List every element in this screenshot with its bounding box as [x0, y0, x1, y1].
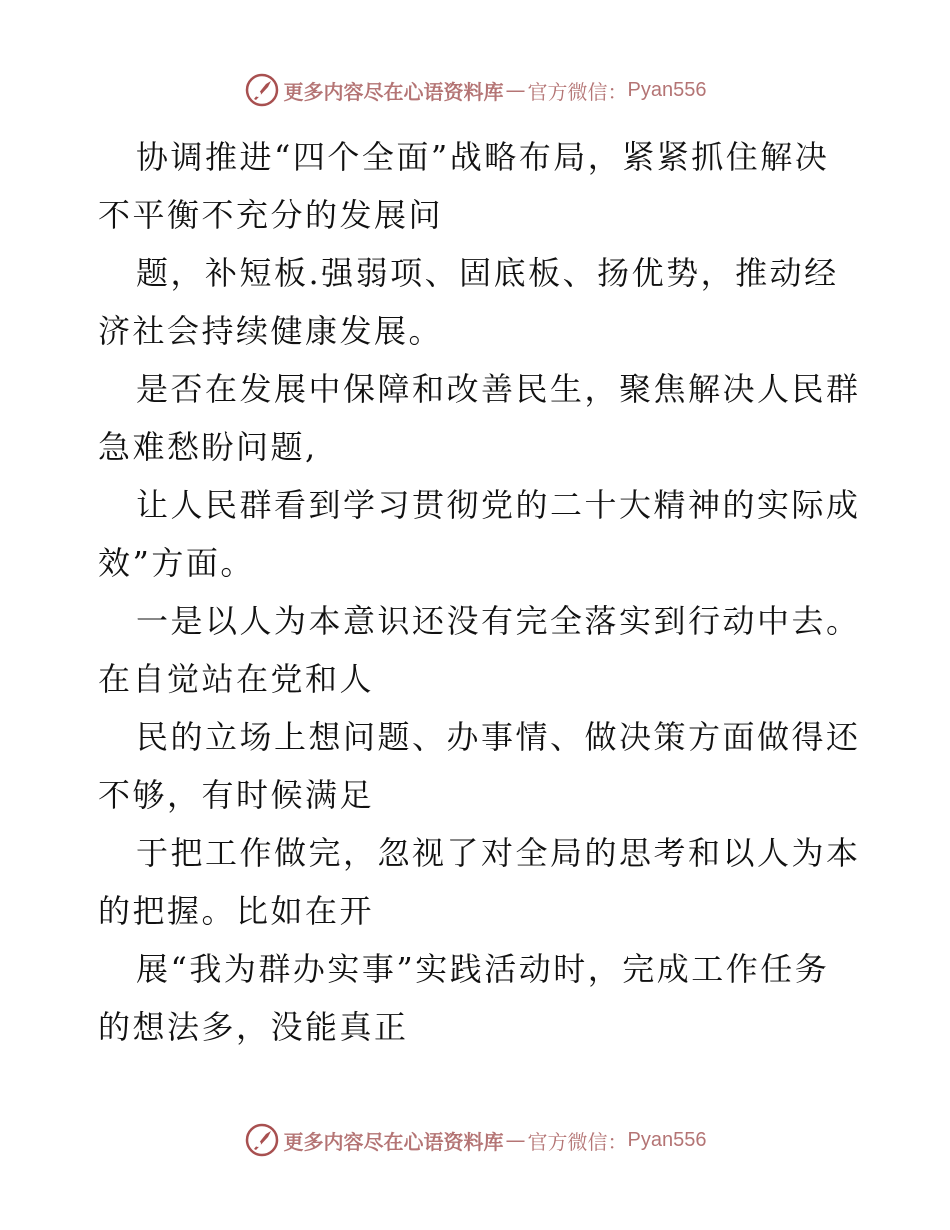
watermark-dash: — [505, 1128, 526, 1152]
paragraph-second-line: 的把握。比如在开 [98, 892, 375, 930]
watermark-main-text: 更多内容尽在心语资料库 [283, 79, 504, 104]
paragraph [98, 244, 858, 360]
paragraph-first-line: 题，补短板.强弱项、固底板、扬优势，推动经 [136, 254, 839, 292]
watermark-main-text: 更多内容尽在心语资料库 [283, 1129, 504, 1154]
watermark-wechat-id: Pyan556 [627, 1128, 707, 1151]
paragraph [98, 360, 861, 476]
footer-watermark [0, 1120, 950, 1160]
paragraph-second-line: 济社会持续健康发展。 [98, 312, 444, 350]
document-body [98, 128, 861, 1056]
paragraph-first-line: 一是以人为本意识还没有完全落实到行动中去。 [136, 602, 861, 640]
paragraph-second-line: 的想法多，没能真正 [98, 1008, 409, 1046]
paragraph-second-line: 不平衡不充分的发展问 [98, 196, 444, 234]
paragraph [98, 592, 861, 708]
watermark-wechat-label: 官方微信： [527, 1129, 628, 1154]
paragraph-first-line: 于把工作做完，忽视了对全局的思考和以人为本 [136, 834, 861, 872]
pen-nib-circle-icon [244, 1122, 280, 1158]
watermark-dash: — [505, 78, 526, 102]
pen-nib-circle-icon [244, 72, 280, 108]
header-watermark [0, 70, 950, 110]
paragraph-first-line: 让人民群看到学习贯彻党的二十大精神的实际成 [136, 486, 861, 524]
paragraph-second-line: 急难愁盼问题, [98, 428, 318, 466]
paragraph-first-line: 是否在发展中保障和改善民生，聚焦解决人民群 [136, 370, 861, 408]
watermark-wechat-id: Pyan556 [627, 78, 707, 101]
paragraph [98, 940, 858, 1056]
paragraph-first-line: 民的立场上想问题、办事情、做决策方面做得还 [136, 718, 861, 756]
paragraph-first-line: 协调推进“四个全面”战略布局，紧紧抓住解决 [136, 138, 830, 176]
paragraph-first-line: 展“我为群办实事”实践活动时，完成工作任务 [136, 950, 830, 988]
paragraph [98, 128, 858, 244]
paragraph-second-line: 效”方面。 [98, 544, 255, 582]
paragraph-second-line: 不够，有时候满足 [98, 776, 375, 814]
paragraph [98, 708, 861, 824]
paragraph [98, 824, 861, 940]
watermark-wechat-label: 官方微信： [527, 79, 628, 104]
paragraph-second-line: 在自觉站在党和人 [98, 660, 375, 698]
paragraph [98, 476, 861, 592]
